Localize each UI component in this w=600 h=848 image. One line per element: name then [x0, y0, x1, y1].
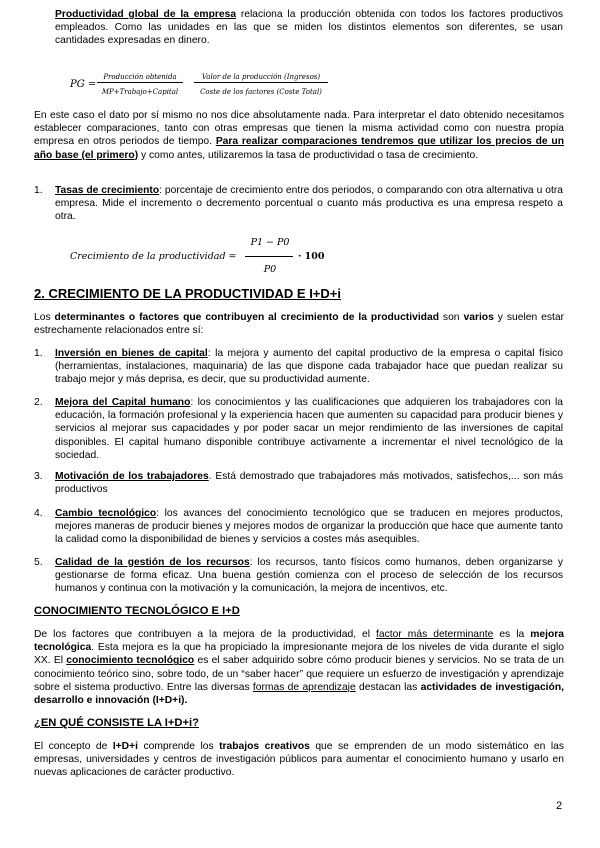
- section3-paragraph: [34, 628, 564, 707]
- s3-t7: es el saber adquirido sobre cómo producir bienes y servicios. No se trata de un conocimiento teórico sino, sobre todo, de un “saber hacer” que requiere un esfuerzo de investigación y aprendizaje sobre el sistema productivo. Entre las diversas: [34, 655, 564, 693]
- item4-term: Cambio tecnológico: [55, 508, 157, 519]
- item5-term: Calidad de la gestión de los recursos: [55, 557, 250, 568]
- comparison-paragraph: [34, 109, 564, 162]
- item1-text: : la mejora y aumento del capital productivo de la empresa o capital físico (herramientas, instalaciones, maquinaria) de las que dispone cada trabajador hace que puedan realizar su trabajo mejor y más deprisa, es decir, que su productividad aumente.: [55, 348, 564, 386]
- list-item: [55, 556, 563, 596]
- s4-t2: I+D+i: [112, 741, 138, 752]
- item3-text: . Está demostrado que trabajadores más motivados, satisfechos,... son más productivos: [55, 471, 563, 496]
- s4-t4: trabajos creativos: [219, 741, 310, 752]
- item2-term: Mejora del Capital humano: [55, 397, 191, 408]
- list-item: [55, 507, 563, 547]
- s3-t8: formas de aprendizaje: [252, 681, 356, 693]
- section4-paragraph: [34, 740, 564, 780]
- section3-title: CONOCIMIENTO TECNOLÓGICO E I+D: [34, 605, 240, 617]
- formula1-den1: MP+Trabajo+Capital: [101, 88, 179, 96]
- formula1-bar1: [97, 82, 183, 83]
- formula1-bar2: [194, 82, 328, 83]
- item2-text: : los conocimientos y las cualificaciones que adquieren los trabajadores con la educación, la formación profesional y la experiencia hacen que aumenten su capacidad para producir bienes y servicios al mejorar sus capacidades y por poder sacar un mejor rendimiento de las inversiones de capital disponibles. El capital humano disponible contribuye activamente a incrementar el nivel tecnológico de la sociedad.: [55, 397, 563, 461]
- para2-text2: y como antes, utilizaremos la tasa de productividad o tasa de crecimiento.: [138, 149, 479, 161]
- list1-term: Tasas de crecimiento: [55, 185, 160, 196]
- formula2-lhs: Crecimiento de la productividad =: [70, 251, 237, 262]
- item4-number: 4.: [34, 508, 43, 519]
- s2-intro-c: son: [439, 312, 464, 323]
- page-number: 2: [556, 800, 563, 812]
- formula2-num: P1 − P0: [250, 237, 290, 248]
- s3-t3: es la: [493, 629, 531, 640]
- formula1-num2: Valor de la producción (Ingresos): [201, 73, 321, 81]
- list1-item: [55, 184, 563, 224]
- list-item: [55, 347, 563, 387]
- section4-title: ¿EN QUÉ CONSISTE LA I+D+i?: [34, 717, 199, 729]
- s3-t6: conocimiento tecnológico: [66, 655, 195, 667]
- item1-number: 1.: [34, 348, 43, 359]
- item1-term: Inversión en bienes de capital: [55, 348, 208, 359]
- s3-t2: factor más determinante: [376, 629, 494, 640]
- s3-t1: De los factores que contribuyen a la mejora de la productividad, el: [34, 629, 377, 640]
- para2-bold: Para realizar comparaciones tendremos que utilizar los precios de un año base (el primero): [34, 136, 564, 161]
- s4-t5: que se emprenden de un modo sistemático en las empresas, universidades y centros de investigación públicos para aumentar el conocimiento humano y usarlo en nuevas aplicaciones de carácter productivo.: [34, 741, 564, 779]
- s2-intro-e: y suelen estar estrechamente relacionados entre sí:: [34, 312, 565, 337]
- s4-t1: El concepto de: [34, 741, 113, 752]
- item4-text: : los avances del conocimiento tecnológico que se traducen en mejores productos, mejores maneras de producir bienes y mejores modos de organizar la producción que hace que aumente tanto la calidad como la disponibilidad de bienes y servicios a costes más asequibles.: [55, 508, 563, 546]
- s4-t3: comprende los: [138, 741, 220, 752]
- list-item: [55, 396, 563, 462]
- intro-term: Productividad global de la empresa: [55, 9, 237, 20]
- s3-t5: . Esta mejora es la que ha propiciado la impresionante mejora de los niveles de vida durante el siglo XX. El: [34, 642, 564, 667]
- formula1-lhs: PG =: [70, 79, 97, 90]
- s2-intro-a: Los: [34, 312, 55, 323]
- item3-number: 3.: [34, 471, 43, 482]
- section2-intro: [34, 311, 564, 337]
- item5-text: : los recursos, tanto físicos como humanos, deben organizarse y gestionarse de forma eficaz. Una buena gestión comienza con el proceso de selección de los recursos humanos y continua con la motivación y la comunicación, la mejora de incentivos, etc.: [55, 557, 563, 595]
- s3-t9: destacan las: [355, 681, 421, 693]
- intro-text: relaciona la producción obtenida con todos los factores productivos empleados. Como las unidades en las que se miden los distintos elementos son diferentes, se usan cantidades expresadas en dinero.: [55, 9, 563, 47]
- formula2-mult: · 100: [298, 251, 325, 262]
- list1-text: : porcentaje de crecimiento entre dos periodos, o comparando con otra alternativa u otra empresa. Mide el incremento o decremento porcentual o cuanto más productiva es una empresa respeto a otra.: [55, 185, 563, 223]
- list1-number: 1.: [34, 185, 43, 196]
- formula1-den2: Coste de los factores (Coste Total): [200, 88, 322, 96]
- item2-number: 2.: [34, 397, 43, 408]
- formula2-den: P0: [263, 264, 277, 275]
- para2-text1: En este caso el dato por sí mismo no nos dice absolutamente nada. Para interpretar el dato obtenido necesitamos establecer comparaciones, tanto con otras empresas que tienen la misma actividad como con nuestra propia empresa en otros periodos de tiempo.: [34, 110, 564, 148]
- s2-intro-d: varios: [463, 312, 494, 323]
- s3-t4: mejora tecnológica: [34, 629, 564, 654]
- formula2-bar: [245, 256, 293, 257]
- intro-paragraph: [55, 8, 563, 48]
- formula1-num1: Producción obtenida: [103, 73, 177, 81]
- s2-intro-b: determinantes o factores que contribuyen al crecimiento de la productividad: [54, 312, 439, 323]
- item5-number: 5.: [34, 557, 43, 568]
- s3-t10: actividades de investigación, desarrollo e innovación (I+D+i).: [34, 681, 564, 707]
- section2-title: 2. CRECIMIENTO DE LA PRODUCTIVIDAD E I+D+i: [34, 286, 341, 301]
- list-item: [55, 470, 563, 496]
- item3-term: Motivación de los trabajadores: [55, 471, 209, 482]
